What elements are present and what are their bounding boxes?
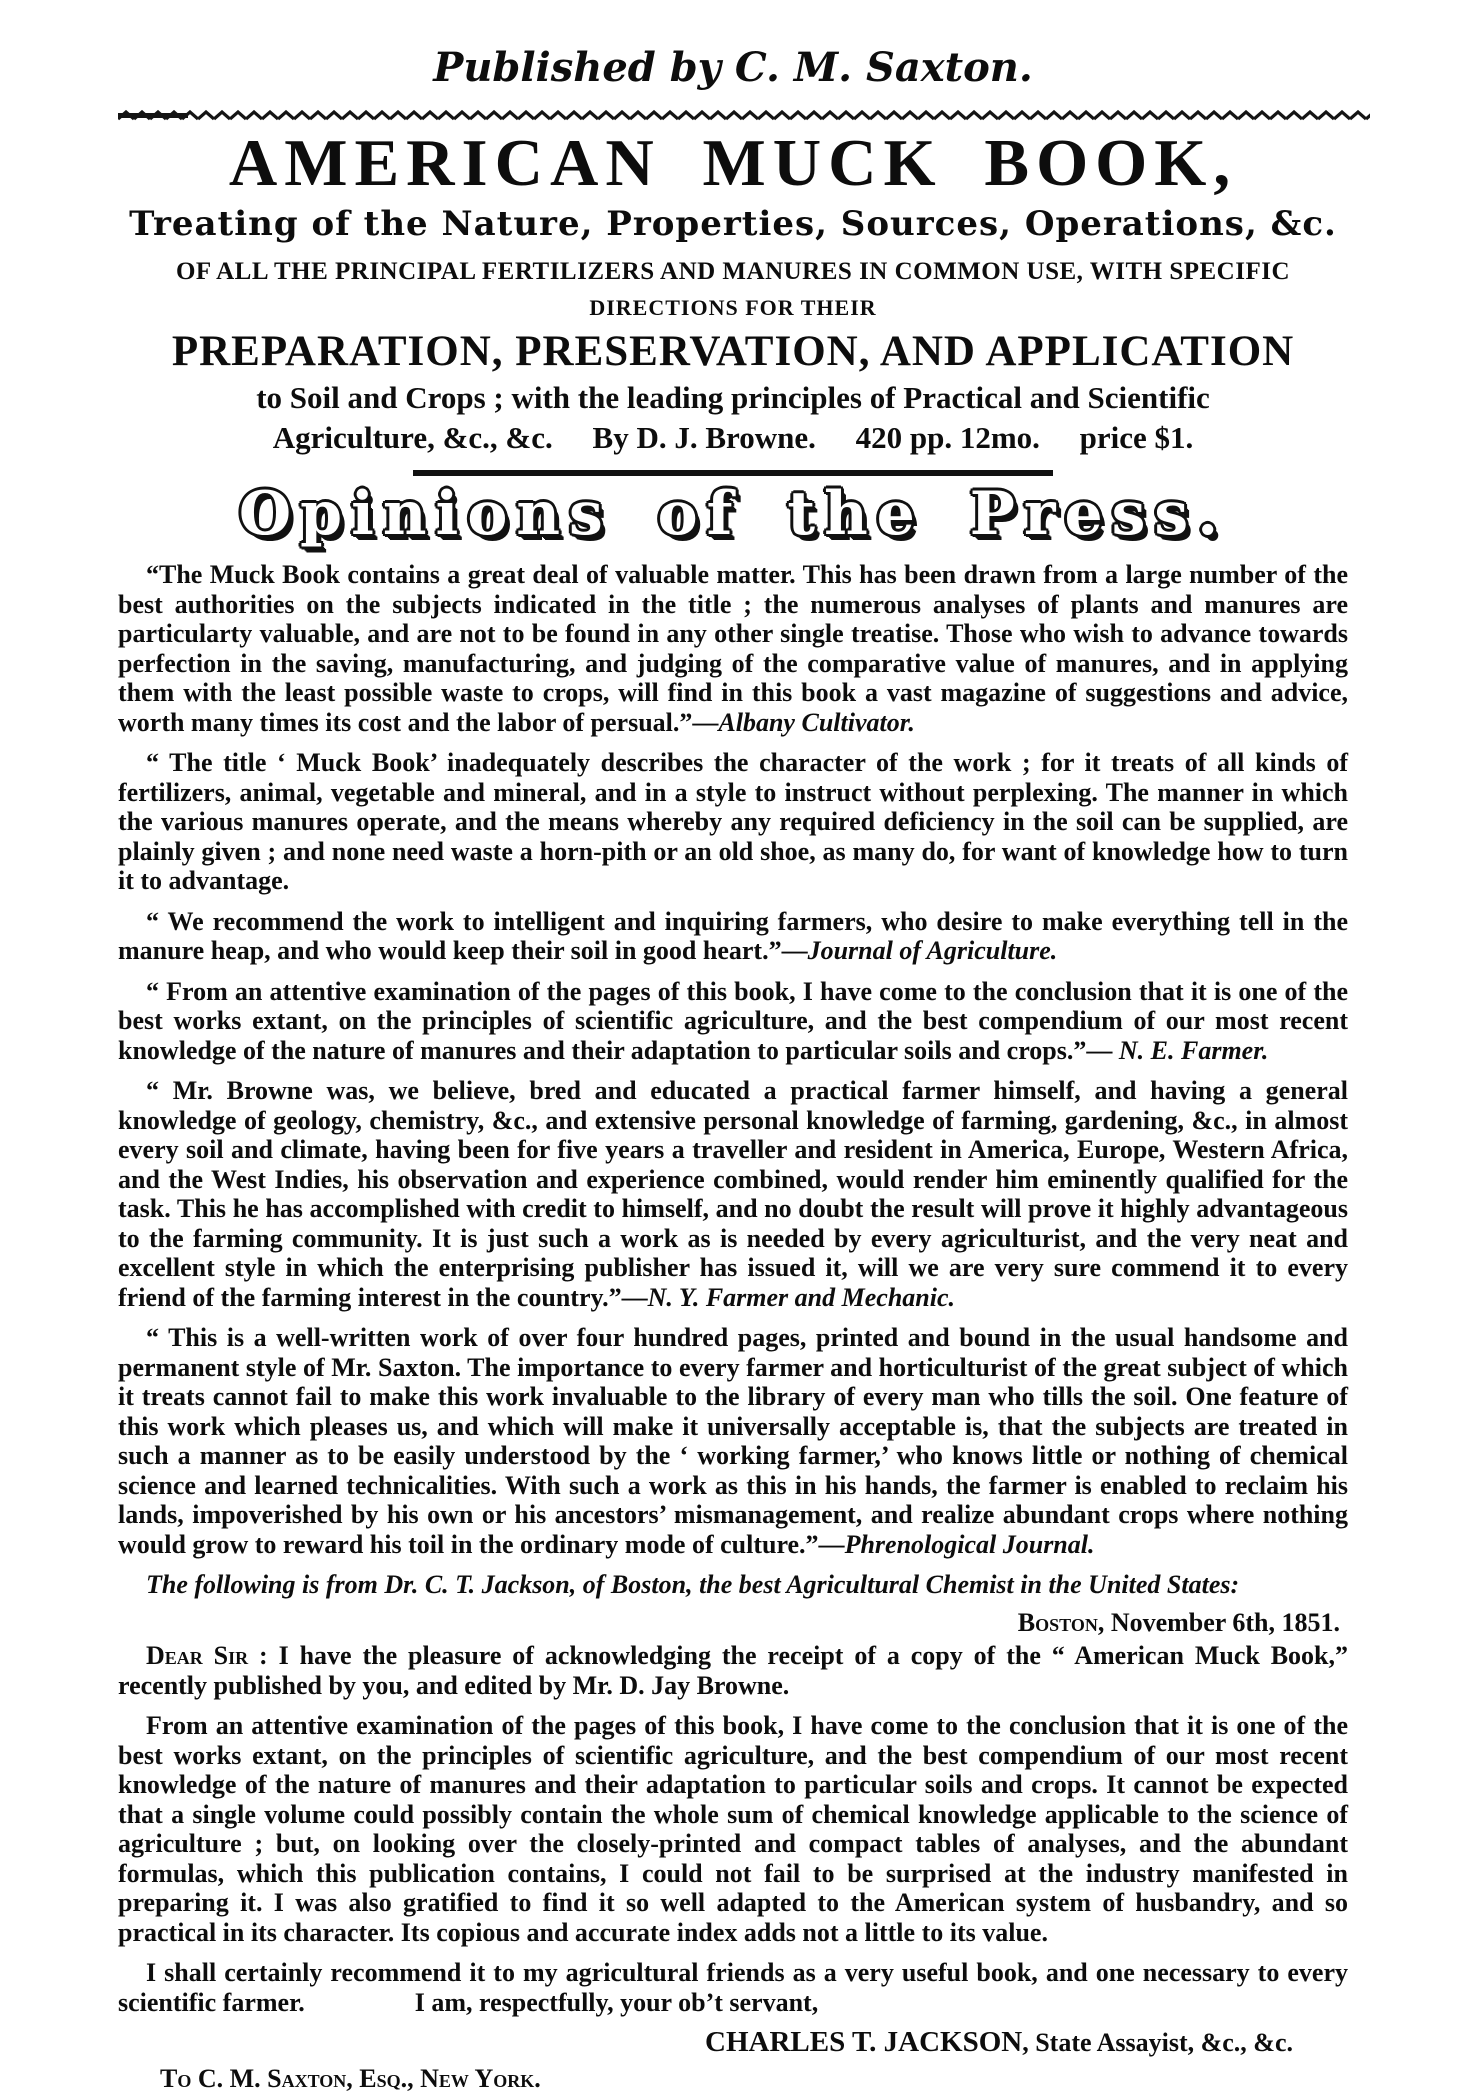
edition-line — [118, 420, 1348, 456]
signature-title: , State Assayist, &c., &c. — [1022, 2028, 1293, 2058]
signature-name: CHARLES T. JACKSON — [705, 2026, 1023, 2059]
review-text: “The Muck Book contains a great deal of valuable matter. This has been drawn from a large number of the best authorities on the subjects indicated in the title ; the numerous analyses of plants and manures are particularty valuable, and are not to be found in any other single treatise. Those who wish to advance towards perfection in the saving, manufacturing, and judging of the comparative value of manures, and in applying them with the least possible waste to crops, will find in this book a vast magazine of suggestions and advice, worth many times its cost and the labor of persual.”— — [118, 560, 1348, 737]
book-title: AMERICAN MUCK BOOK, — [228, 126, 1238, 200]
review-source: N. Y. Farmer and Mechanic. — [647, 1282, 956, 1312]
review-text: “ From an attentive examination of the pages of this book, I have come to the conclusion that it is one of the best works extant, on the principles of scientific agriculture, and the best compendium of our most recent knowledge of the nature of manures and their adaptation to particular soils and crops.”— — [118, 976, 1348, 1065]
letter-dateline — [118, 1608, 1348, 1638]
publisher-line: Published by C. M. Saxton. — [433, 44, 1033, 91]
review-text: “ Mr. Browne was, we believe, bred and educated a practical farmer himself, and having a general knowledge of geology, chemistry, &c., and extensive personal knowledge of farming, gardening, &c., in almost every soil and climate, having been for five years a traveller and resident in America, Europe, Western Africa, and the West Indies, his observation and experience combined, would render him eminently qualified for the task. This he has accomplished with credit to himself, and no doubt the result will prove it highly advantageous to the farming community. It is just such a work as is needed by every agriculturist, and the very neat and excellent style in which the enterprising publisher has issued it, will we are very sure commend it to every friend of the farming interest in the country.”— — [118, 1076, 1348, 1312]
dateline-city: Boston — [1017, 1607, 1098, 1637]
salutation: Dear Sir — [146, 1641, 249, 1671]
wavy-rule-divider — [118, 109, 1370, 122]
review-text: “ This is a well-written work of over four hundred pages, printed and bound in the usual handsome and permanent style of Mr. Saxton. The importance to every farmer and horticulturist of the great subject of which it treats cannot fail to make this work invaluable to the library of every man who tills the soil. One feature of this work which pleases us, and which will make it universally acceptable is, that the subjects are treated in such a manner as to be easily understood by the ‘ working farmer,’ who knows little or nothing of chemical science and learned technicalities. With such a work as this in his hands, the farmer is enabled to reclaim his lands, impoverished by his own or his ancestors’ mismanagement, and realize abundant crops where nothing would grow to reward his toil in the ordinary mode of culture.”— — [118, 1323, 1348, 1559]
review-ne-farmer — [118, 977, 1348, 1066]
review-ny-farmer-and-mechanic — [118, 1076, 1348, 1312]
letter-paragraph-2: From an attentive examination of the pages of this book, I have come to the conclusion that it is one of the best works extant, on the principles of scientific agriculture, and the best compendium of our most recent knowledge of the nature of manures and their adaptation to particular soils and crops. It cannot be expected that a single volume could possibly contain the whole sum of chemical knowledge applicable to the science of agriculture ; but, on looking over the closely-printed and compact tables of analyses, and the abundant formulas, which this publication contains, I could not fail to be surprised at the industry manifested in preparing it. I was also gratified to find it so well adapted to the American system of husbandry, and so practical in its character. Its copious and accurate index adds not a little to its value. — [118, 1711, 1348, 1947]
subject-line-2: DIRECTIONS FOR THEIR — [589, 295, 877, 321]
jackson-letter — [118, 1570, 1348, 2093]
subject-line-3: PREPARATION, PRESERVATION, AND APPLICATION — [171, 328, 1295, 376]
section-heading-opinions: Opinions of the Press. — [238, 479, 1228, 550]
review-albany-cultivator — [118, 560, 1348, 737]
letter-paragraph-3 — [118, 1958, 1348, 2017]
edition-part-author: By D. J. Browne. — [592, 420, 816, 456]
review-journal-of-agriculture — [118, 907, 1348, 966]
review-text: “ We recommend the work to intelligent and inquiring farmers, who desire to make everything tell in the manure heap, and who would keep their soil in good heart.”— — [118, 906, 1348, 966]
scope-line: to Soil and Crops ; with the leading principles of Practical and Scientific — [256, 380, 1210, 416]
subtitle-blackletter: Treating of the Nature, Properties, Sources, Operations, &c. — [129, 204, 1337, 245]
section-divider — [413, 470, 1053, 476]
edition-part-agriculture: Agriculture, &c., &c. — [272, 420, 553, 456]
review-title-muck-book — [118, 748, 1348, 896]
edition-part-pages: 420 pp. 12mo. — [855, 420, 1040, 456]
letter-closing: I am, respectfully, your ob’t servant, — [414, 1987, 819, 2017]
press-reviews — [118, 560, 1348, 1559]
review-phrenological-journal — [118, 1323, 1348, 1559]
letter-paragraph-1-text: : I have the pleasure of acknowledging the receipt of a copy of the “ American Muck Book,” recently published by you, and edited by Mr. D. Jay Browne. — [118, 1641, 1349, 1700]
review-source: Phrenological Journal. — [844, 1529, 1095, 1559]
review-source: Journal of Agriculture. — [807, 936, 1058, 966]
subject-line-1: OF ALL THE PRINCIPAL FERTILIZERS AND MANURES IN COMMON USE, WITH SPECIFIC — [175, 258, 1291, 286]
letter-paragraph-3-text: I shall certainly recommend it to my agricultural friends as a very useful book, and one necessary to every scientific farmer. — [118, 1958, 1348, 2017]
letter-paragraph-1 — [118, 1641, 1348, 1700]
letter-signature — [118, 2028, 1348, 2058]
review-source: N. E. Farmer. — [1112, 1035, 1269, 1065]
letter-intro: The following is from Dr. C. T. Jackson, of Boston, the best Agricultural Chemist in the United States: — [146, 1570, 1240, 1600]
dateline-date: , November 6th, 1851. — [1097, 1607, 1340, 1637]
review-text: “ The title ‘ Muck Book’ inadequately describes the character of the work ; for it treats of all kinds of fertilizers, animal, vegetable and mineral, and in a style to instruct without perplexing. The manner in which the various manures operate, and the means whereby any required deficiency in the soil can be supplied, are plainly given ; and none need waste a horn-pith or an old shoe, as many do, for want of knowledge how to turn it to advantage. — [118, 748, 1348, 896]
letter-addressee: To C. M. Saxton, Esq., New York. — [160, 2063, 541, 2093]
review-source: Albany Cultivator. — [718, 707, 915, 737]
edition-part-price: price $1. — [1079, 420, 1194, 456]
